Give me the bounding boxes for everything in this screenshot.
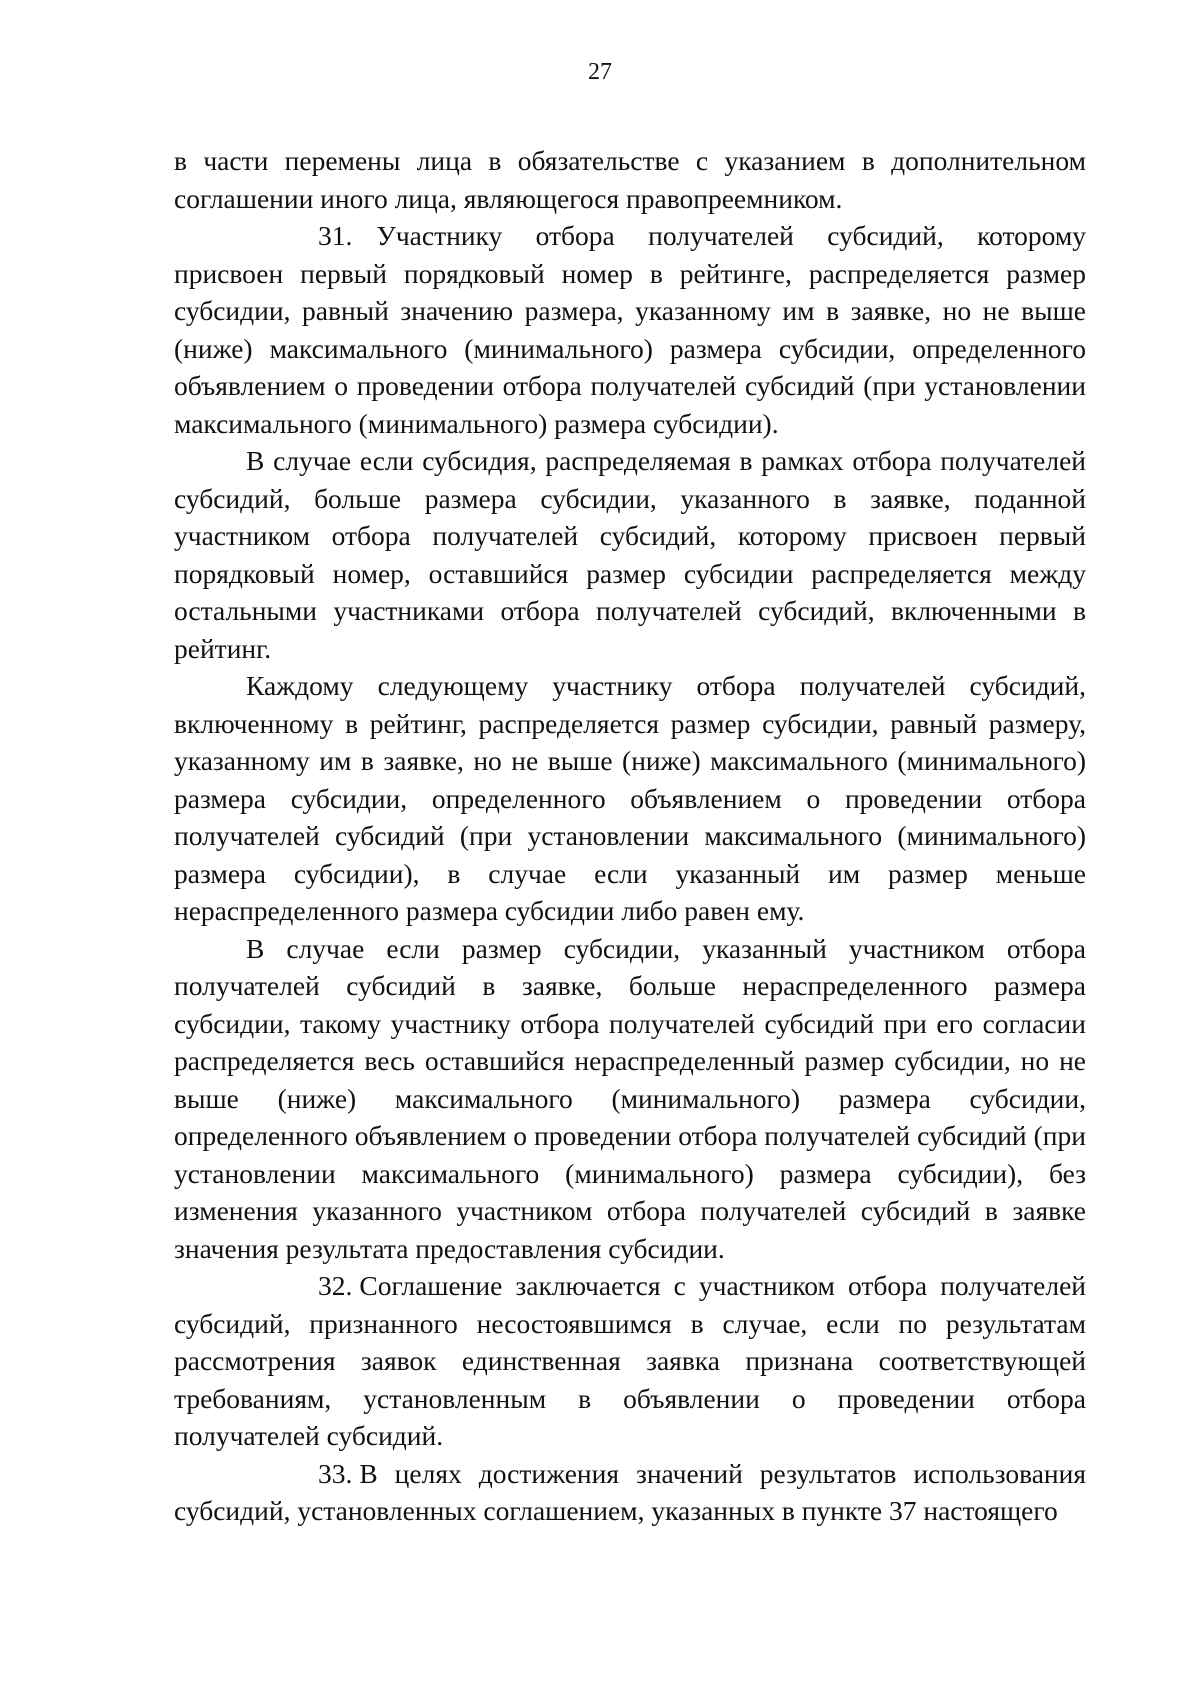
paragraph-text: Участнику отбора получателей субсидий, которому присвоен первый порядковый номер в рейтинге, распределяется размер субсидии, равный значению размера, указанному им в заявке, но не выше (ниже) максимального (минимального) размера субсидии, определенного объявлением о проведении отбора получателей субсидий (при установлении максимального (минимального) размера субсидии). [174,220,1086,439]
paragraph-item-33 [174,1455,1086,1530]
paragraph [174,930,1086,1268]
item-number: 31. [318,220,353,251]
document-body [174,142,1086,1530]
paragraph-text: Соглашение заключается с участником отбора получателей субсидий, признанного несостоявшимся в случае, если по результатам рассмотрения заявок единственная заявка признана соответствующей требованиям, установленным в объявлении о проведении отбора получателей субсидий. [174,1270,1086,1451]
paragraph [174,667,1086,930]
page-number: 27 [588,59,612,85]
paragraph-text: Каждому следующему участнику отбора получателей субсидий, включенному в рейтинг, распределяется размер субсидии, равный размеру, указанному им в заявке, но не выше (ниже) максимального (минимального) размера субсидии, определенного объявлением о проведении отбора получателей субсидий (при установлении максимального (минимального) размера субсидии), в случае если указанный им размер меньше нераспределенного размера субсидии либо равен ему. [174,670,1086,926]
item-number: 33. [318,1457,353,1489]
paragraph [174,442,1086,667]
paragraph-text: В случае если размер субсидии, указанный участником отбора получателей субсидий в заявке, больше нераспределенного размера субсидии, такому участнику отбора получателей субсидий при его согласии распределяется весь оставшийся нераспределенный размер субсидии, но не выше (ниже) максимального (минимального) размера субсидии, определенного объявлением о проведении отбора получателей субсидий (при установлении максимального (минимального) размера субсидии), без изменения указанного участником отбора получателей субсидий в заявке значения результата предоставления субсидии. [174,932,1086,1264]
paragraph-text: В случае если субсидия, распределяемая в рамках отбора получателей субсидий, больше размера субсидии, указанного в заявке, поданной участником отбора получателей субсидий, которому присвоен первый порядковый номер, оставшийся размер субсидии распределяется между остальными участниками отбора получателей субсидий, включенными в рейтинг. [174,445,1086,664]
paragraph-text: в части перемены лица в обязательстве с указанием в дополнительном соглашении иного лица, являющегося правопреемником. [174,145,1086,214]
item-number: 32. [318,1270,353,1301]
paragraph-item-31 [174,217,1086,442]
paragraph-text: В целях достижения значений результатов использования субсидий, установленных соглашением, указанных в пункте 37 настоящего [174,1457,1086,1526]
paragraph-continuation [174,142,1086,217]
paragraph-item-32 [174,1267,1086,1455]
